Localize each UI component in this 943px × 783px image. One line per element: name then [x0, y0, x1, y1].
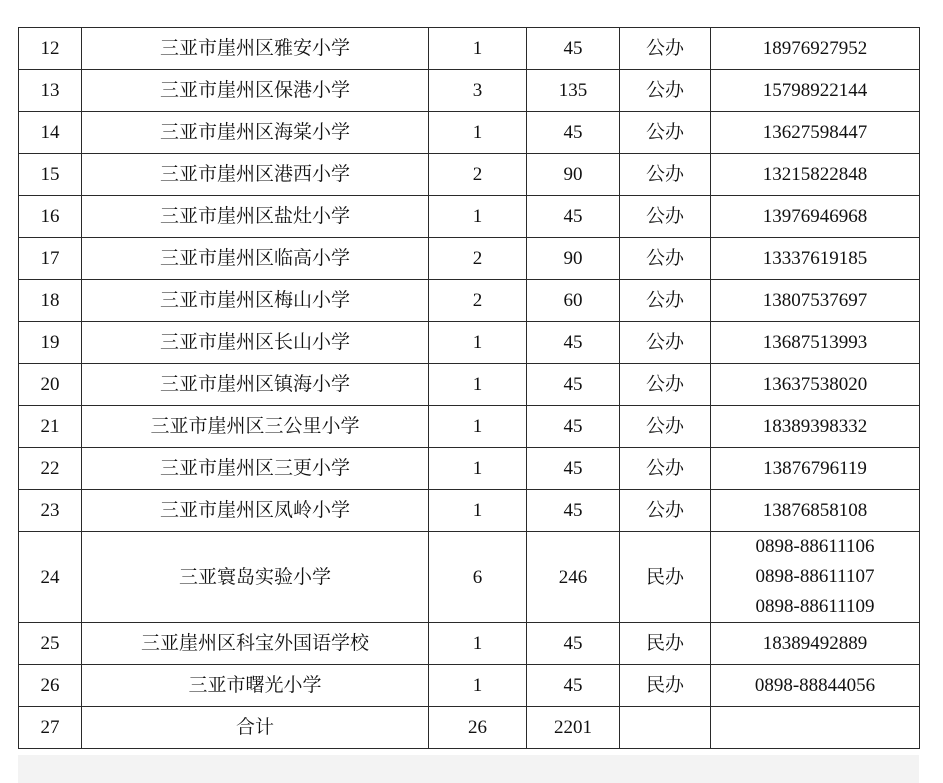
class-count: 1: [429, 28, 527, 70]
total-students: 2201: [527, 707, 620, 749]
school-enrollment-table: [18, 27, 920, 749]
contact-phone-cell: [711, 364, 920, 406]
table-row: [19, 623, 920, 665]
student-count: 45: [527, 665, 620, 707]
class-count: 6: [429, 532, 527, 623]
table-row: [19, 665, 920, 707]
school-kind: 公办: [620, 112, 711, 154]
table-row: [19, 532, 920, 623]
contact-phone: 13627598447: [762, 121, 868, 143]
contact-phone: 18389492889: [762, 632, 868, 654]
class-count: 1: [429, 364, 527, 406]
table-row: [19, 322, 920, 364]
row-no: 25: [19, 623, 82, 665]
table-row: [19, 112, 920, 154]
total-phone-empty: [711, 707, 920, 749]
contact-phone-cell: [711, 532, 920, 623]
contact-phone: 13337619185: [762, 247, 868, 269]
contact-phone: 13687513993: [762, 331, 868, 353]
contact-phone: 0898-88611107: [755, 566, 875, 587]
total-row: [19, 707, 920, 749]
student-count: 246: [527, 532, 620, 623]
contact-phone-cell: [711, 665, 920, 707]
student-count: 45: [527, 623, 620, 665]
class-count: 1: [429, 665, 527, 707]
contact-phone: 13876796119: [763, 457, 867, 479]
row-no: 22: [19, 448, 82, 490]
school-kind: 公办: [620, 238, 711, 280]
row-no: 23: [19, 490, 82, 532]
row-no: 18: [19, 280, 82, 322]
table-row: [19, 280, 920, 322]
school-kind: 民办: [620, 532, 711, 623]
school-name: 三亚市崖州区三更小学: [82, 448, 429, 490]
row-no: 17: [19, 238, 82, 280]
school-name: 三亚市曙光小学: [82, 665, 429, 707]
class-count: 2: [429, 238, 527, 280]
row-no: 16: [19, 196, 82, 238]
school-name: 三亚市崖州区海棠小学: [82, 112, 429, 154]
contact-phone: 18976927952: [762, 37, 868, 59]
total-label: 合计: [82, 707, 429, 749]
school-name: 三亚市崖州区盐灶小学: [82, 196, 429, 238]
student-count: 60: [527, 280, 620, 322]
contact-phone: 13215822848: [762, 163, 868, 185]
contact-phone-cell: [711, 406, 920, 448]
school-name: 三亚市崖州区梅山小学: [82, 280, 429, 322]
contact-phone-cell: [711, 154, 920, 196]
row-no: 26: [19, 665, 82, 707]
contact-phone-cell: [711, 448, 920, 490]
school-kind: 公办: [620, 406, 711, 448]
school-kind: 公办: [620, 490, 711, 532]
student-count: 45: [527, 112, 620, 154]
table-row: [19, 238, 920, 280]
school-kind: 民办: [620, 665, 711, 707]
total-kind-empty: [620, 707, 711, 749]
table-body: [19, 28, 920, 707]
school-name: 三亚寰岛实验小学: [82, 532, 429, 623]
school-name: 三亚市崖州区港西小学: [82, 154, 429, 196]
row-no: 13: [19, 70, 82, 112]
table-row: [19, 490, 920, 532]
contact-phone: 15798922144: [762, 79, 868, 101]
school-kind: 公办: [620, 196, 711, 238]
contact-phone: 18389398332: [762, 415, 868, 437]
contact-phone: 0898-88844056: [754, 674, 876, 696]
school-kind: 公办: [620, 364, 711, 406]
table-row: [19, 364, 920, 406]
row-no: 19: [19, 322, 82, 364]
school-name: 三亚市崖州区三公里小学: [82, 406, 429, 448]
contact-phone-cell: [711, 490, 920, 532]
student-count: 45: [527, 490, 620, 532]
school-kind: 公办: [620, 280, 711, 322]
school-name: 三亚市崖州区镇海小学: [82, 364, 429, 406]
student-count: 45: [527, 196, 620, 238]
school-name: 三亚市崖州区长山小学: [82, 322, 429, 364]
student-count: 135: [527, 70, 620, 112]
student-count: 45: [527, 406, 620, 448]
row-no: 15: [19, 154, 82, 196]
school-name: 三亚崖州区科宝外国语学校: [82, 623, 429, 665]
school-kind: 公办: [620, 322, 711, 364]
student-count: 45: [527, 448, 620, 490]
class-count: 1: [429, 112, 527, 154]
table-row: [19, 28, 920, 70]
student-count: 45: [527, 322, 620, 364]
contact-phone-cell: [711, 623, 920, 665]
school-name: 三亚市崖州区雅安小学: [82, 28, 429, 70]
contact-phone: 13976946968: [762, 205, 868, 227]
contact-phone-cell: [711, 112, 920, 154]
class-count: 1: [429, 406, 527, 448]
contact-phone-cell: [711, 280, 920, 322]
class-count: 2: [429, 280, 527, 322]
row-no: 20: [19, 364, 82, 406]
contact-phone: 13876858108: [762, 499, 868, 521]
table-row: [19, 406, 920, 448]
table-row: [19, 448, 920, 490]
contact-phone-cell: [711, 28, 920, 70]
page-bottom-edge: [18, 755, 919, 783]
class-count: 1: [429, 448, 527, 490]
school-name: 三亚市崖州区凤岭小学: [82, 490, 429, 532]
class-count: 1: [429, 196, 527, 238]
student-count: 45: [527, 364, 620, 406]
total-no: 27: [19, 707, 82, 749]
school-kind: 公办: [620, 70, 711, 112]
school-name: 三亚市崖州区临高小学: [82, 238, 429, 280]
contact-phone: 0898-88611106: [755, 536, 875, 557]
contact-phone: 13807537697: [762, 289, 868, 311]
student-count: 45: [527, 28, 620, 70]
school-kind: 公办: [620, 154, 711, 196]
contact-phone-cell: [711, 322, 920, 364]
contact-phone-cell: [711, 196, 920, 238]
student-count: 90: [527, 238, 620, 280]
contact-phone-cell: [711, 70, 920, 112]
table-row: [19, 154, 920, 196]
table-row: [19, 196, 920, 238]
table-row: [19, 70, 920, 112]
contact-phone: 13637538020: [762, 373, 868, 395]
row-no: 14: [19, 112, 82, 154]
class-count: 1: [429, 490, 527, 532]
contact-phone-cell: [711, 238, 920, 280]
student-count: 90: [527, 154, 620, 196]
class-count: 2: [429, 154, 527, 196]
class-count: 1: [429, 322, 527, 364]
contact-phone: 0898-88611109: [755, 596, 875, 617]
row-no: 24: [19, 532, 82, 623]
row-no: 12: [19, 28, 82, 70]
school-kind: 公办: [620, 448, 711, 490]
school-name: 三亚市崖州区保港小学: [82, 70, 429, 112]
row-no: 21: [19, 406, 82, 448]
school-kind: 民办: [620, 623, 711, 665]
school-kind: 公办: [620, 28, 711, 70]
class-count: 3: [429, 70, 527, 112]
class-count: 1: [429, 623, 527, 665]
total-classes: 26: [429, 707, 527, 749]
